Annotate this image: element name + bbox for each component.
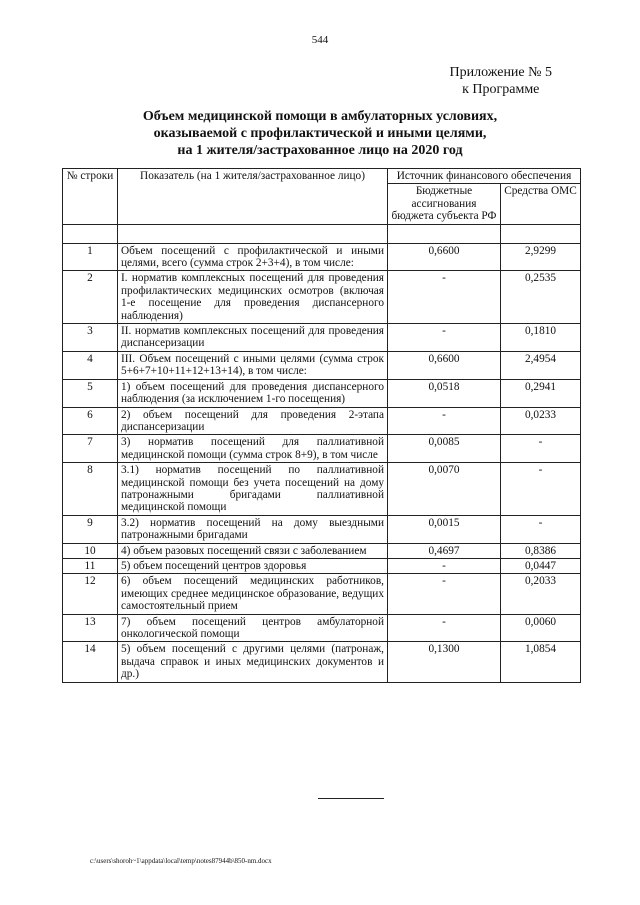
budget-value-cell: 0,1300 [388,642,501,682]
indicator-cell: 6) объем посещений медицинских работников, имеющих среднее медицинское образование, ведущих самостоятельный прием [118,574,388,614]
appendix-label [450,64,553,98]
indicator-cell: Объем посещений с профилактической и иными целями, всего (сумма строк 2+3+4), в том числе: [118,243,388,271]
indicator-cell: II. норматив комплексных посещений для проведения диспансеризации [118,324,388,352]
budget-value-cell: 0,6600 [388,243,501,271]
indicator-cell: III. Объем посещений с иными целями (сумма строк 5+6+7+10+11+12+13+14), в том числе: [118,351,388,379]
indicator-cell: 1) объем посещений для проведения диспансерного наблюдения (за исключением 1-го посещения) [118,379,388,407]
indicator-cell: 3.2) норматив посещений на дому выездными патронажными бригадами [118,515,388,543]
table-row [63,271,581,324]
oms-value-cell: 0,2033 [501,574,581,614]
row-number-cell: 3 [63,324,118,352]
volume-table [62,168,581,683]
oms-value-cell: 1,0854 [501,642,581,682]
document-title [62,108,578,159]
header-row-number: № строки [63,169,118,225]
table-row [63,243,581,271]
appendix-line-2: к Программе [462,82,540,97]
budget-value-cell: - [388,324,501,352]
table-row [63,435,581,463]
page-number: 544 [311,34,329,46]
table-row [63,324,581,352]
file-path: c:\users\shoroh~1\appdata\local\temp\notes87944b\850-nm.docx [90,857,272,865]
oms-value-cell: 0,8386 [501,543,581,558]
indicator-cell: 7) объем посещений центров амбулаторной онкологической помощи [118,614,388,642]
budget-value-cell: 0,0085 [388,435,501,463]
indicator-cell: I. норматив комплексных посещений для проведения профилактических медицинских осмотров (включая 1-е посещение для проведения диспансерного наблюдения) [118,271,388,324]
header-indicator: Показатель (на 1 жителя/застрахованное лицо) [118,169,388,225]
row-number-cell: 1 [63,243,118,271]
budget-value-cell: - [388,407,501,435]
table-header [63,169,581,244]
row-number-cell: 6 [63,407,118,435]
indicator-cell: 4) объем разовых посещений связи с заболеванием [118,543,388,558]
header-funding-source: Источник финансового обеспечения [388,169,581,184]
row-number-cell: 7 [63,435,118,463]
table-row [63,558,581,573]
indicator-cell: 3.1) норматив посещений по паллиативной медицинской помощи без учета посещений на дому патронажными бригадами паллиативной медицинской помощи [118,463,388,516]
indicator-cell: 3) норматив посещений для паллиативной медицинской помощи (сумма строк 8+9), в том числе [118,435,388,463]
footer-divider [318,798,384,799]
table-body [63,243,581,682]
table-row [63,463,581,516]
appendix-line-1: Приложение № 5 [449,65,552,80]
indicator-cell: 5) объем посещений с другими целями (патронаж, выдача справок и иных медицинских документов и др.) [118,642,388,682]
budget-value-cell: - [388,614,501,642]
budget-value-cell: 0,0015 [388,515,501,543]
header-spacer-row [63,224,581,243]
table-row [63,574,581,614]
budget-value-cell: 0,0518 [388,379,501,407]
indicator-cell: 5) объем посещений центров здоровья [118,558,388,573]
row-number-cell: 9 [63,515,118,543]
table-row [63,407,581,435]
header-budget: Бюджетные ассигнования бюджета субъекта РФ [388,184,501,224]
oms-value-cell: 0,0233 [501,407,581,435]
oms-value-cell: - [501,515,581,543]
table-row [63,614,581,642]
oms-value-cell: 2,9299 [501,243,581,271]
row-number-cell: 2 [63,271,118,324]
budget-value-cell: 0,6600 [388,351,501,379]
title-line-2: оказываемой с профилактической и иными целями, [153,126,487,141]
row-number-cell: 12 [63,574,118,614]
table-row [63,543,581,558]
row-number-cell: 14 [63,642,118,682]
budget-value-cell: - [388,271,501,324]
oms-value-cell: 0,1810 [501,324,581,352]
table-row [63,515,581,543]
oms-value-cell: 0,0447 [501,558,581,573]
table-row [63,379,581,407]
budget-value-cell: - [388,558,501,573]
row-number-cell: 11 [63,558,118,573]
row-number-cell: 8 [63,463,118,516]
budget-value-cell: - [388,574,501,614]
oms-value-cell: 2,4954 [501,351,581,379]
oms-value-cell: 0,0060 [501,614,581,642]
row-number-cell: 4 [63,351,118,379]
oms-value-cell: - [501,463,581,516]
indicator-cell: 2) объем посещений для проведения 2-этапа диспансеризации [118,407,388,435]
oms-value-cell: 0,2941 [501,379,581,407]
title-line-3: на 1 жителя/застрахованное лицо на 2020 год [177,143,463,158]
row-number-cell: 13 [63,614,118,642]
title-line-1: Объем медицинской помощи в амбулаторных условиях, [142,109,498,124]
budget-value-cell: 0,4697 [388,543,501,558]
budget-value-cell: 0,0070 [388,463,501,516]
row-number-cell: 10 [63,543,118,558]
row-number-cell: 5 [63,379,118,407]
oms-value-cell: - [501,435,581,463]
header-oms: Средства ОМС [501,184,581,224]
table-row [63,351,581,379]
oms-value-cell: 0,2535 [501,271,581,324]
table-row [63,642,581,682]
